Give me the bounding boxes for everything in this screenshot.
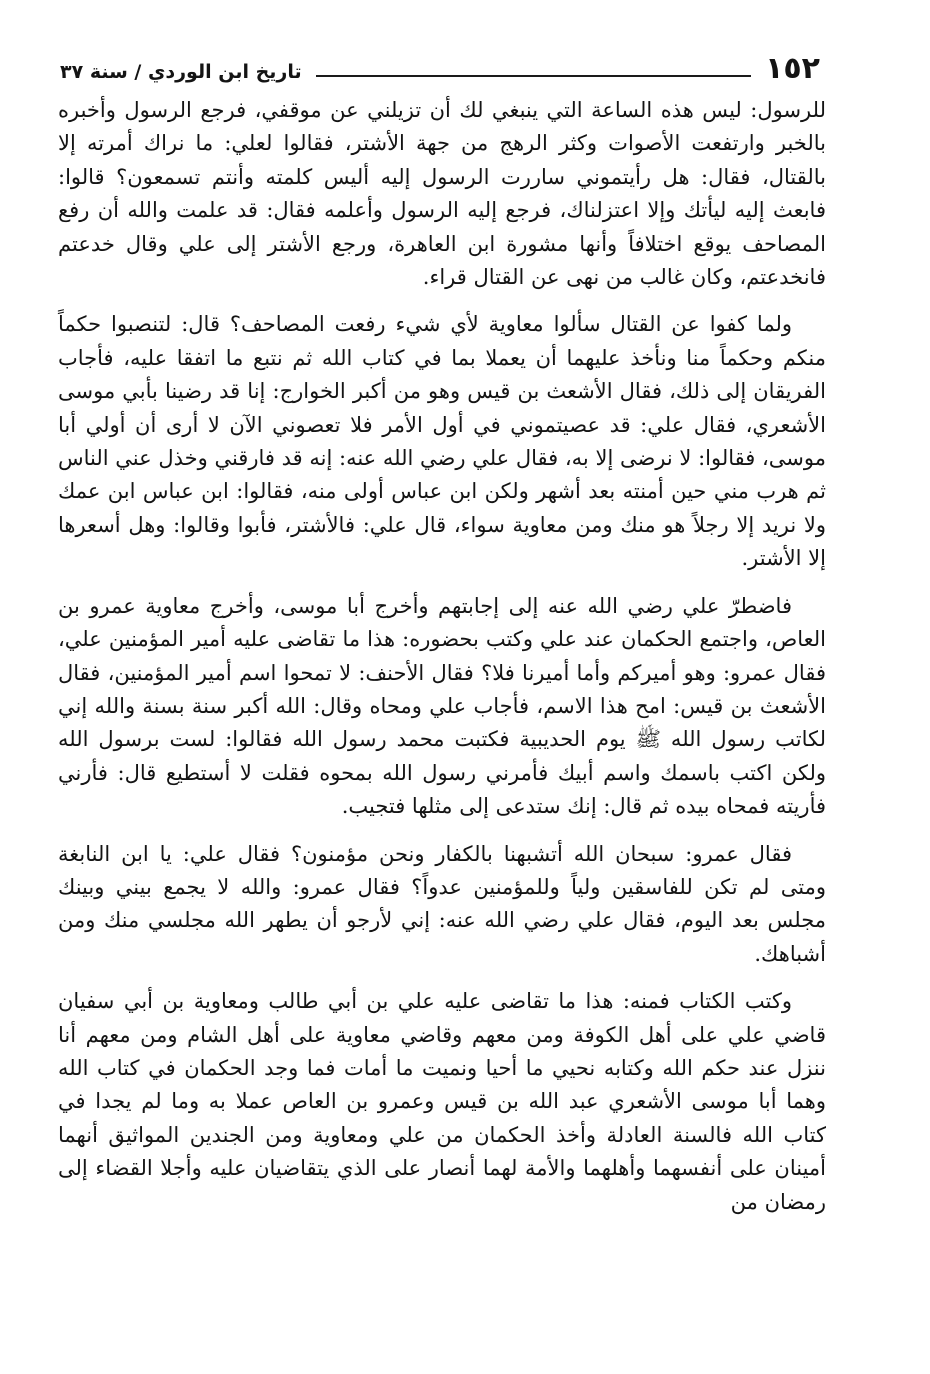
paragraph-2: ولما كفوا عن القتال سألوا معاوية لأي شيء رفعت المصاحف؟ قال: لتنصبوا حكماً منكم وحكماً منا ونأخذ عليهما أن يعملا بما في كتاب الله ثم نتبع ما اتفقا عليه، فأجاب الفريقان إلى ذلك، فقال الأشعث بن قيس وهو من أكبر الخوارج: إنا قد رضينا بأبي موسى الأشعري، فقال علي: قد عصيتموني في أول الأمر فلا تعصوني الآن لا أرى أن أولي أبا موسى، فقالوا: لا نرضى إلا به، فقال علي رضي الله عنه: إنه قد فارقني وخذل عني الناس ثم هرب مني حين أمنته بعد أشهر ولكن ابن عباس أولى منه، فقالوا: ابن عباس ابن عمك ولا نريد إلا رجلاً هو منك ومن معاوية سواء، قال علي: فالأشتر، فأبوا وقالوا: وهل أسعرها إلا الأشتر.: [58, 312, 826, 571]
paragraph-5: وكتب الكتاب فمنه: هذا ما تقاضى عليه علي بن أبي طالب ومعاوية بن أبي سفيان قاضي علي على أهل الكوفة ومن معهم وقاضي معاوية على أهل الشام ومن معهم أنا ننزل عند حكم الله وكتابه نحيي ما أحيا ونميت ما أمات فما وجد الحكمان في كتاب الله وهما أبا موسى الأشعري عبد الله بن قيس وعمرو بن العاص عملا به وما لم يجدا في كتاب الله فالسنة العادلة وأخذ الحكمان من علي ومعاوية ومن الجندين المواثيق أنهما أمينان على أنفسهما وأهلهما والأمة لهما أنصار على الذي يتقاضيان عليه وأجلا القضاء إلى رمضان من: [58, 989, 826, 1214]
page-body: [58, 94, 826, 1233]
running-title: تاريخ ابن الوردي / سنة ٣٧: [60, 61, 302, 83]
page-header: [60, 46, 820, 86]
paragraph-1: للرسول: ليس هذه الساعة التي ينبغي لك أن تزيلني عن موقفي، فرجع الرسول وأخبره بالخبر وارتفعت الأصوات وكثر الرهج من جهة الأشتر، فقالوا لعلي: ما نراك أمرته إلا بالقتال، فقال: هل رأيتموني ساررت الرسول إليه أليس كلمته وأنتم تسمعون؟ قالوا: فابعث إليه ليأتك وإلا اعتزلناك، فرجع إليه الرسول وأعلمه فقال: قد علمت والله أن رفع المصاحف يوقع اختلافاً وأنها مشورة ابن العاهرة، ورجع الأشتر إلى علي وقال خدعتم فانخدعتم، وكان غالب من نهى عن القتال قراء.: [58, 98, 826, 290]
paragraph-4: فقال عمرو: سبحان الله أتشبهنا بالكفار ونحن مؤمنون؟ فقال علي: يا ابن النابغة ومتى لم تكن للفاسقين ولياً وللمؤمنين عدواً؟ فقال عمرو: والله لا يجمع بيني وبينك مجلس بعد اليوم، فقال علي رضي الله عنه: إني لأرجو أن يطهر الله مجلسي منك ومن أشباهك.: [58, 841, 826, 966]
paragraph-3: فاضطرّ علي رضي الله عنه إلى إجابتهم وأخرج أبا موسى، وأخرج معاوية عمرو بن العاص، واجتمع الحكمان عند علي وكتب بحضوره: هذا ما تقاضى عليه أمير المؤمنين علي، فقال عمرو: وهو أميركم وأما أميرنا فلا؟ فقال الأحنف: لا تمحوا اسم أمير المؤمنين، فقال الأشعث بن قيس: امح هذا الاسم، فأجاب علي ومحاه وقال: الله أكبر سنة بسنة والله إني لكاتب رسول الله ﷺ يوم الحديبية فكتبت محمد رسول الله فقالوا: لست برسول الله ولكن اكتب باسمك واسم أبيك فأمرني رسول الله بمحوه فقلت لا أستطيع قال: فأرني فأريته فمحاه بيده ثم قال: إنك ستدعى إلى مثلها فتجيب.: [58, 593, 826, 819]
header-rule: [316, 75, 751, 77]
page-number: ١٥٢: [765, 51, 820, 86]
